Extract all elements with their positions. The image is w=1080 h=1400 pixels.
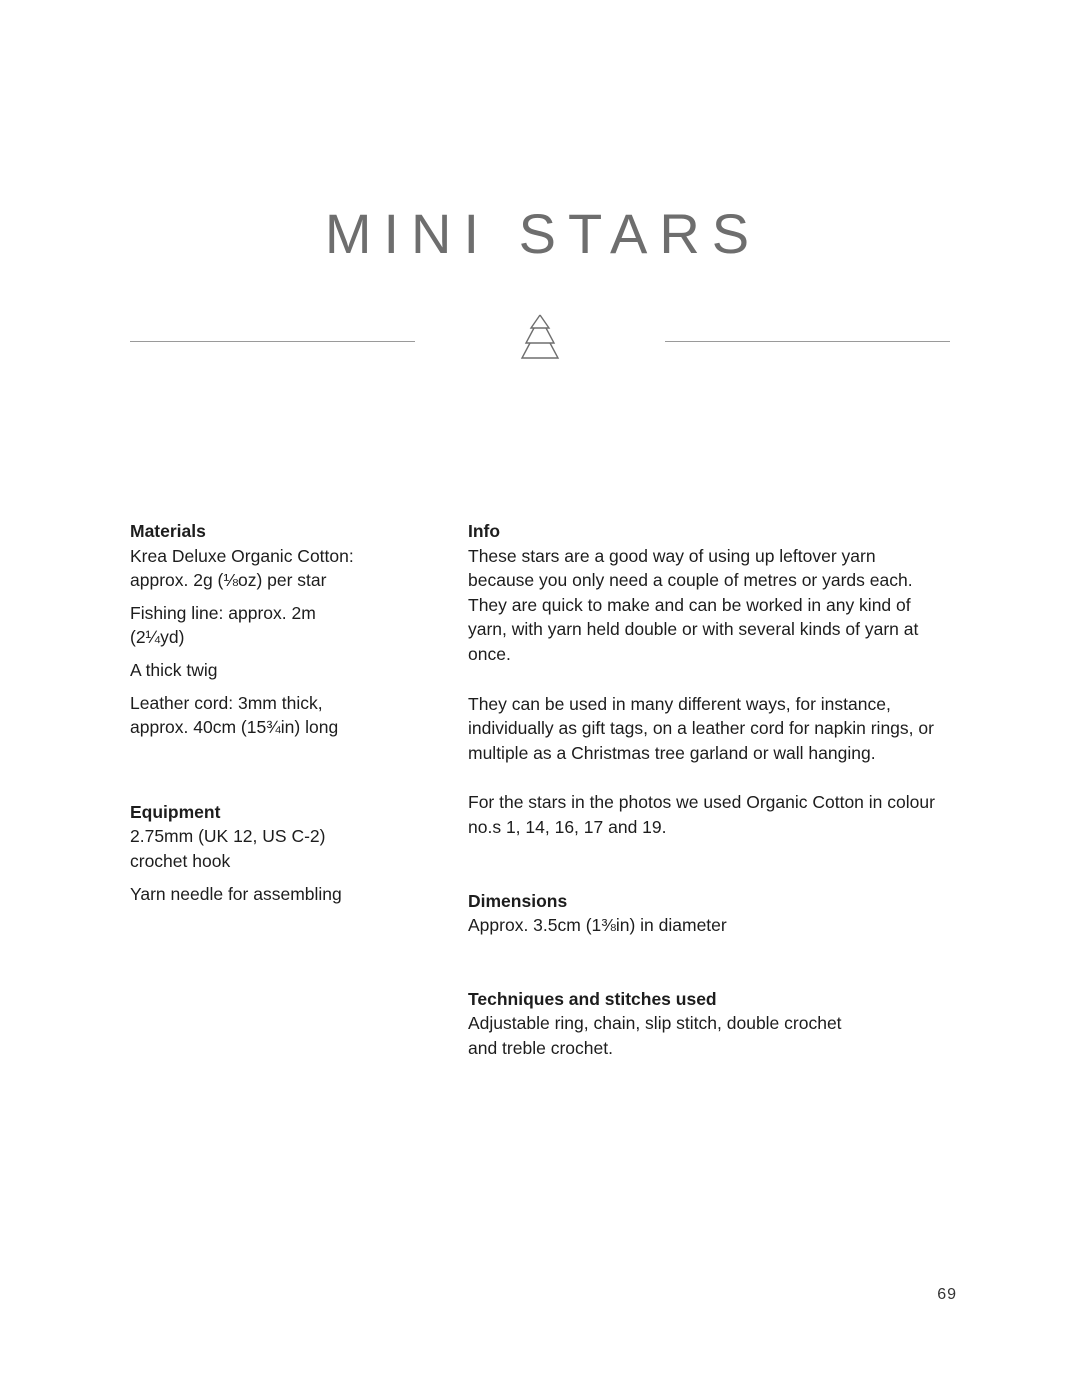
divider-line-right (665, 341, 950, 342)
divider-line-left (130, 341, 415, 342)
materials-item: Leather cord: 3mm thick, approx. 40cm (15¾in) long (130, 692, 339, 738)
equipment-section (130, 800, 430, 906)
info-heading: Info (468, 521, 501, 541)
page-title: MINI STARS (324, 202, 762, 265)
info-section (468, 519, 968, 840)
info-paragraph: For the stars in the photos we used Organic Cotton in colour no.s 1, 14, 16, 17 and 19. (468, 792, 935, 837)
dimensions-text: Approx. 3.5cm (1⅜in) in diameter (468, 915, 727, 936)
techniques-text: Adjustable ring, chain, slip stitch, double crochet and treble crochet. (468, 1013, 842, 1058)
equipment-item: 2.75mm (UK 12, US C-2) crochet hook (130, 826, 326, 871)
materials-heading: Materials (130, 521, 206, 541)
materials-section (130, 519, 430, 740)
info-paragraph: These stars are a good way of using up leftover yarn because you only need a couple of metres or yards each. They are quick to make and can be worked in any kind of yarn, with yarn held double or with several kinds of yarn at once. (468, 545, 919, 664)
christmas-tree-icon (519, 313, 561, 361)
dimensions-heading: Dimensions (468, 890, 568, 911)
materials-item: Krea Deluxe Organic Cotton: approx. 2g (⅛oz) per star (130, 545, 354, 591)
dimensions-section (468, 889, 968, 938)
techniques-section (468, 987, 968, 1061)
materials-item: Fishing line: approx. 2m (2¼yd) (130, 602, 316, 648)
page-number: 69 (937, 1286, 957, 1303)
equipment-item: Yarn needle for assembling (130, 883, 342, 904)
equipment-heading: Equipment (130, 801, 221, 822)
left-column (130, 519, 430, 914)
techniques-heading: Techniques and stitches used (468, 988, 717, 1009)
info-paragraph: They can be used in many different ways, for instance, individually as gift tags, on a leather cord for napkin rings, or multiple as a Christmas tree garland or wall hanging. (468, 693, 934, 763)
materials-item: A thick twig (130, 659, 218, 680)
right-column (468, 519, 968, 1061)
